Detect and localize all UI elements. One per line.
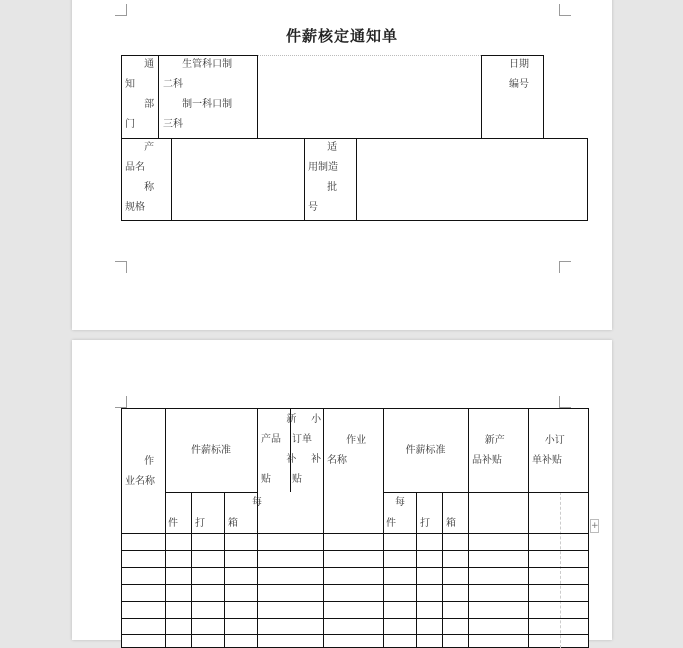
cell-divider [171,138,172,221]
header-piece-rate-std-left: 件薪标准 [191,445,231,456]
cell-divider [158,55,159,139]
cell-divider [304,138,305,221]
header-operation-name: 作 业名称 [125,456,155,487]
cell-divider [356,138,357,221]
row-divider [121,634,589,635]
label-applicable-batch: 适 用制造 批 号 [308,142,338,213]
document-page-2 [72,340,612,640]
page-title: 件薪核定通知单 [285,27,398,45]
row-divider [121,533,589,534]
crop-mark [559,396,571,408]
row-divider [165,492,257,493]
header-piece-rate-std-right: 件薪标准 [405,445,446,456]
subheader-dozen-right: 打 [420,518,430,529]
subheader-piece-right: 件 [386,518,396,529]
crop-mark [559,261,571,273]
subheader-fragment-right: 每 [395,497,405,508]
crop-mark [115,396,127,408]
row-divider [121,618,589,619]
col-divider [224,492,225,648]
header-small-order-allowance-right: 小订 单补贴 [532,435,565,466]
row-divider [121,584,589,585]
crop-mark [115,4,127,16]
subheader-piece: 件 [168,518,178,529]
subheader-fragment: 每 [252,497,262,508]
header-new-product-allowance-right: 新产 品补贴 [472,435,505,466]
row-divider [121,601,589,602]
dashed-guide [560,492,561,648]
label-section-options: 生管科口制 二科 制一科口制 三科 [163,59,233,130]
row-divider [468,492,589,493]
subheader-dozen: 打 [195,518,205,529]
header-operation-name-right: 作业 名称 [327,435,367,466]
label-notice-dept: 通 知 部 门 [125,59,155,130]
document-page-1 [72,0,612,330]
header-new-product-allowance: 新 产品 补 贴 [261,414,297,485]
label-product-name-spec: 产 品名 称 规格 [125,142,155,213]
col-divider [442,492,443,648]
table-resize-handle[interactable]: + [591,521,599,531]
label-date-number: 日期 编号 [509,59,529,90]
col-divider [468,408,469,648]
crop-mark [115,261,127,273]
col-divider [323,408,324,648]
subheader-box-right: 箱 [446,518,456,529]
notice-table-row-product[interactable] [121,138,588,221]
col-divider [191,492,192,648]
header-small-order-allowance: 小 订单 补 贴 [292,414,322,485]
col-divider [257,408,258,648]
dotted-border [258,55,481,56]
col-divider [528,408,529,648]
col-divider [416,492,417,648]
crop-mark [559,4,571,16]
row-divider [121,567,589,568]
subheader-box: 箱 [228,518,238,529]
row-divider [121,550,589,551]
